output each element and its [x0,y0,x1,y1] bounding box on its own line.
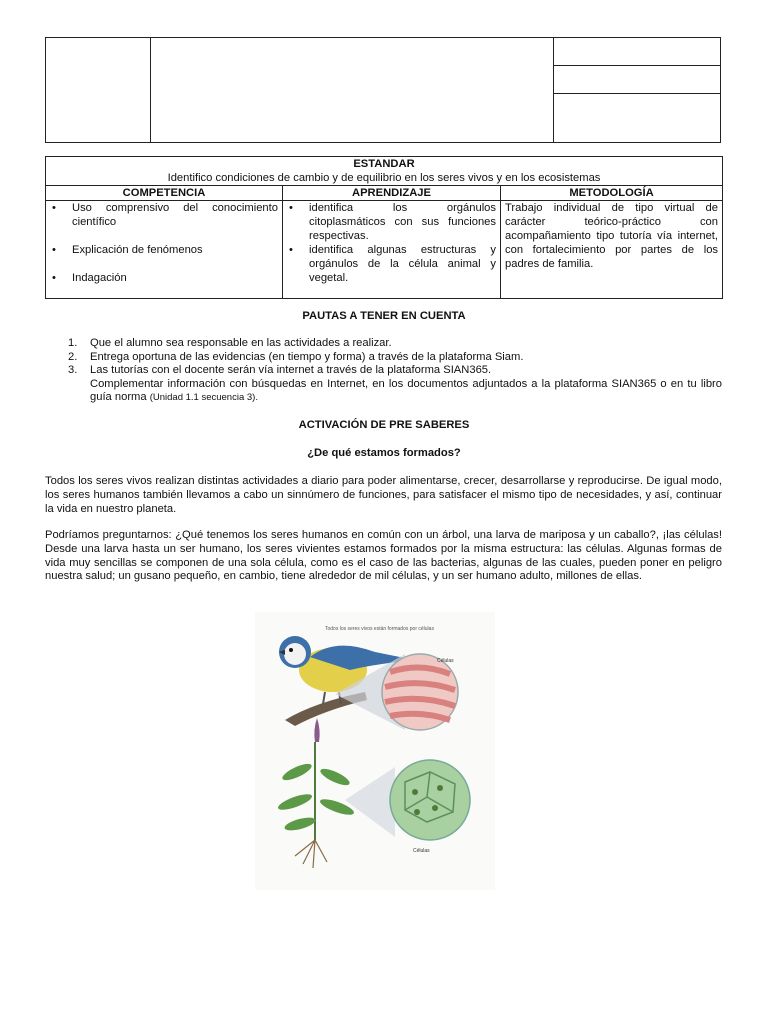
pautas-text: Las tutorías con el docente serán vía internet a través de la plataforma SIAN365. [90,364,492,377]
pautas-text: Entrega oportuna de las evidencias (en tiempo y forma) a través de la plataforma Siam. [90,350,524,363]
competencia-item: • Uso comprensivo del conocimiento científico [50,201,278,229]
pautas-list [68,337,722,405]
aprendizaje-item: • identifica los orgánulos citoplasmáticos con sus funciones respectivas. [287,201,496,243]
competencia-cell [46,201,283,299]
estandar-text: Identifico condiciones de cambio y de equilibrio en los seres vivos y en los ecosistemas [167,172,601,184]
pautas-title: PAUTAS A TENER EN CUENTA [302,310,466,322]
pautas-number: 3. [68,364,78,377]
aprendizaje-header: APRENDIZAJE [283,186,501,201]
estandar-label: ESTANDAR [353,158,415,170]
paragraph-1: Todos los seres vivos realizan distintas actividades a diario para poder alimentarse, crecer, desarrollarse y reproducirse. De igual modo, los seres humanos también llevamos a cabo un sinnúmero de funciones, para satisfacer el mismo tipo de necesidades, y así, continuar la vida en nuestro planeta. [45,475,722,515]
aprendizaje-item: • identifica algunas estructuras y orgánulos de la célula animal y vegetal. [287,243,496,285]
animal-cells-icon [382,654,458,730]
pautas-extra [68,378,722,405]
header-divider [553,38,554,142]
cells-illustration [255,612,495,890]
pautas-number: 1. [68,337,78,349]
pautas-extra-ref: (Unidad 1.1 secuencia 3). [149,392,258,404]
competencia-item: • Explicación de fenómenos [50,243,278,257]
activacion-question: ¿De qué estamos formados? [307,447,461,459]
activacion-title: ACTIVACIÓN DE PRE SABERES [298,419,470,431]
pautas-item [68,364,722,378]
document-header-box [45,37,721,143]
metodologia-cell: Trabajo individual de tipo virtual de carácter teórico-práctico con acompañamiento tipo tutoría vía internet, con fortalecimiento por partes de los padres de familia. [501,201,723,299]
competencia-header: COMPETENCIA [46,186,283,201]
pautas-item [68,351,722,365]
pautas-number: 2. [68,350,78,363]
estandar-cell [46,157,723,186]
paragraph-2: Podríamos preguntarnos: ¿Qué tenemos los seres humanos en común con un árbol, una larva de mariposa y un caballo?, ¡las células! Desde una larva hasta un ser humano, los seres vivientes estamos formados por la misma estructura: las células. Algunas formas de vida muy sencillas se componen de una sola célula, como es el caso de las bacterias, algunas de las cuales, pueden poner en peligro nuestra salud; un gusano pequeño, en cambio, tiene alrededor de mil células, y un ser humano adulto, millones de ellas. [45,529,722,583]
plant-cells-icon [390,760,470,840]
pautas-extra-text: Complementar información con búsquedas en Internet, en los documentos adjuntados a la plataforma SIAN365 o en tu libro guía norma [90,377,722,404]
metodologia-header: METODOLOGÍA [501,186,723,201]
standards-table [45,156,723,299]
aprendizaje-cell [283,201,501,299]
cells-label-top: Células [437,658,454,664]
pautas-item [68,337,722,351]
cells-illustration-svg [255,612,495,890]
header-divider [150,38,151,142]
competencia-item: • Indagación [50,271,278,285]
pautas-text: Que el alumno sea responsable en las actividades a realizar. [90,337,392,349]
header-divider [553,65,720,66]
header-divider [553,93,720,94]
figure-caption: Todos los seres vivos están formados por células [325,626,434,632]
cells-label-bottom: Células [413,848,430,854]
